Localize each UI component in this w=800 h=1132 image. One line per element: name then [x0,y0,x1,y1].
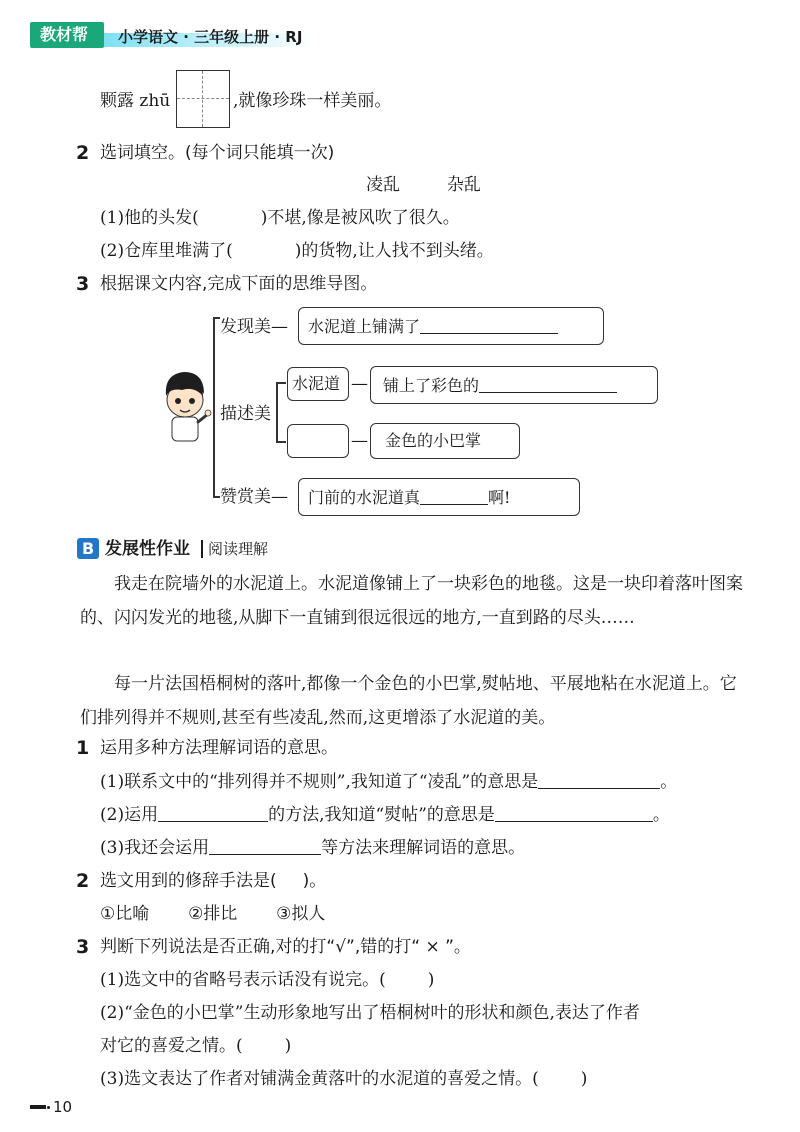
section-b-letter: B [82,539,95,558]
b2-number: 2 [76,870,90,892]
b1-item-3: (3)我还会运用 等方法来理解词语的意思。 [100,838,526,858]
q2-word-2: 杂乱 [446,175,481,195]
b3-item-1: (1)选文中的省略号表示话没有说完。( ) [100,970,435,990]
top-line-prefix: 颗露 zhū [100,91,171,111]
q3-number: 3 [76,273,90,295]
top-line [100,89,170,113]
box-discover-text: 水泥道上铺满了 [308,315,558,338]
header-title: 小学语文 · 三年级上册 · RJ [118,28,303,46]
b1-item-2-blank-2[interactable] [495,803,653,822]
b1-item-1-blank[interactable] [538,770,660,789]
b1-number: 1 [76,737,90,759]
header-badge-text: 教材帮 [40,25,89,44]
sub-dash-2: — [351,431,368,451]
section-b-subtitle: 阅读理解 [208,540,269,558]
branch-describe: 描述美 [220,404,271,424]
sub-box-1-text: 铺上了彩色的 [383,374,617,397]
sub-dash-1: — [351,374,368,394]
tian-zi-ge-box[interactable] [176,70,230,128]
box-appreciate-text: 门前的水泥道真 啊! [308,488,511,507]
b2-option-1[interactable]: ①比喻 [100,904,150,924]
section-b-title: 发展性作业 [105,539,190,559]
b3-number: 3 [76,936,90,958]
b2-options [100,902,325,926]
b3-item-2-line-1: (2)“金色的小巴掌”生动形象地写出了梧桐树叶的形状和颜色,表达了作者 [100,1003,640,1023]
page-number: 10 [53,1098,73,1116]
b1-item-1: (1)联系文中的“排列得并不规则”,我知道了“凌乱”的意思是 。 [100,772,678,792]
passage-paragraph-2: 每一片法国梧桐树的落叶,都像一个金色的小巴掌,熨帖地、平展地粘在水泥道上。它们排列得并不规则,甚至有些凌乱,然而,这更增添了水泥道的美。 [80,674,737,728]
b2-option-3[interactable]: ③拟人 [276,904,326,924]
b3-item-3: (3)选文表达了作者对铺满金黄落叶的水泥道的喜爱之情。( ) [100,1069,588,1089]
b1-item-2: (2)运用 的方法,我知道“熨帖”的意思是 。 [100,805,670,825]
section-b-badge [77,538,99,559]
q3-prompt: 根据课文内容,完成下面的思维导图。 [100,274,378,294]
b1-item-3-blank[interactable] [209,836,321,855]
branch-discover: 发现美— [220,317,288,337]
b1-item-2-blank-1[interactable] [158,803,268,822]
top-line-suffix: ,就像珍珠一样美丽。 [233,91,392,111]
boy-avatar [158,368,212,448]
header-badge [30,22,104,48]
footer-marker [30,1105,46,1109]
b1-prompt: 运用多种方法理解词语的意思。 [100,738,338,758]
b3-prompt: 判断下列说法是否正确,对的打“√”,错的打“ × ”。 [100,937,471,957]
q2-word-1: 凌乱 [366,175,400,195]
q2-number: 2 [76,142,90,164]
b2-option-2[interactable]: ②排比 [188,904,238,924]
passage-paragraph-1: 我走在院墙外的水泥道上。水泥道像铺上了一块彩色的地毯。这是一块印着落叶图案的、闪闪发光的地毯,从脚下一直铺到很远很远的地方,一直到路的尽头…… [80,574,743,628]
sub-box-2-text: 金色的小巴掌 [385,431,482,450]
sub-box-1-blank[interactable] [479,374,617,393]
box-appreciate-blank[interactable] [420,486,488,505]
box-discover-blank[interactable] [420,315,558,334]
q2-word-bank [366,173,481,197]
q2-item-2: (2)仓库里堆满了( )的货物,让人找不到头绪。 [100,241,494,261]
q2-prompt: 选词填空。(每个词只能填一次) [100,143,335,163]
b3-item-2-line-2: 对它的喜爱之情。( ) [100,1036,292,1056]
sub-label-box-2[interactable] [287,424,349,458]
sub-label-1: 水泥道 [292,374,341,393]
branch-appreciate: 赞赏美— [220,487,288,507]
b2-prompt: 选文用到的修辞手法是( )。 [100,871,327,891]
q2-item-1: (1)他的头发( )不堪,像是被风吹了很久。 [100,208,460,228]
footer-dot [47,1106,50,1109]
